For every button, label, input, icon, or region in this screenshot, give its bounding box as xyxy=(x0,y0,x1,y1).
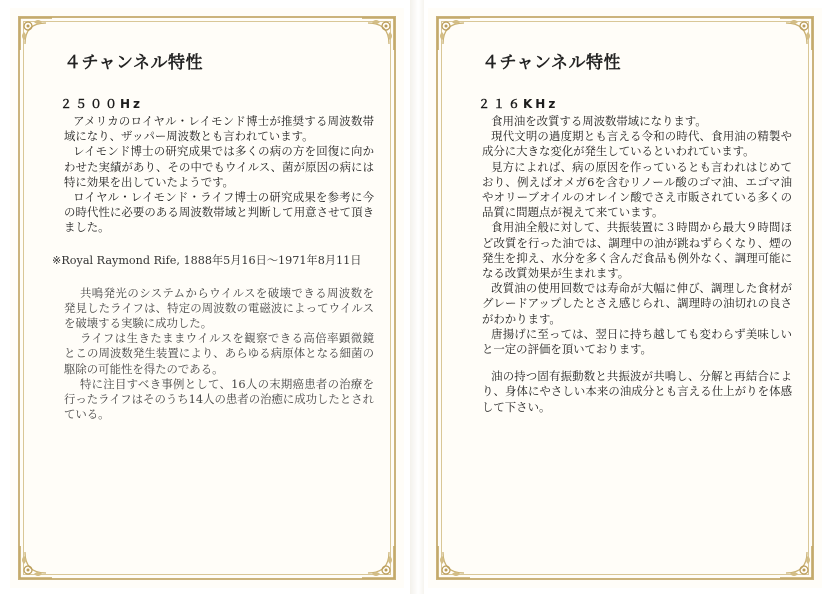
closing-text xyxy=(482,369,792,415)
right-page xyxy=(428,8,822,588)
ornamental-corner-icon xyxy=(776,542,816,582)
paragraph: ロイヤル・レイモンド・ライフ博士の研究成果を参考に今の時代性に必要のある周波数帯域と判断して用意させて頂きました。 xyxy=(64,190,374,235)
footnote: ※Royal Raymond Rife, 1888年5月16日～1971年8月11日 xyxy=(52,253,362,267)
page-gutter xyxy=(410,0,424,594)
left-content xyxy=(52,44,378,548)
paragraph: 食用油全般に対して、共振装置に３時間から最大９時間ほど改質を行った油では、調理中の油が跳ねずらくなり、煙の発生を抑え、水分を多く含んだ食品も例外なく、調理可能になる改質効果が生まれます。 xyxy=(482,220,792,281)
intro-text xyxy=(64,114,374,236)
paragraph: 油の持つ固有振動数と共振波が共鳴し、分解と再結合により、身体にやさしい本来の油成分とも言える仕上がりを体感して下さい。 xyxy=(482,369,792,414)
paragraph: 改質油の使用回数では寿命が大幅に伸び、調理した食材がグレードアップしたとさえ感じられ、調理時の油切れの良さがわかります。 xyxy=(482,281,792,326)
ornamental-corner-icon xyxy=(434,542,474,582)
body-text xyxy=(482,114,792,357)
paragraph: 特に注目すべき事例として、16人の末期癌患者の治療を行ったライフはそのうち14人の患者の治癒に成功したとされている。 xyxy=(64,376,374,422)
paragraph: 見方によれば、病の原因を作っているとも言われはじめており、例えばオメガ6を含むリノール酸のゴマ油、エゴマ油やオリーブオイルのオレイン酸でさえ市販されている多くの品質に問題点が視えて来ています。 xyxy=(482,159,792,220)
paragraph: 共鳴発光のシステムからウイルスを破壊できる周波数を発見したライフは、特定の周波数の電磁波によってウイルスを破壊する実験に成功した。 xyxy=(64,285,374,331)
ornamental-corner-icon xyxy=(434,14,474,54)
page-title: ４チャンネル特性 xyxy=(482,53,621,73)
ornamental-corner-icon xyxy=(16,542,56,582)
page-title: ４チャンネル特性 xyxy=(64,53,203,73)
ornamental-corner-icon xyxy=(16,14,56,54)
paragraph: アメリカのロイヤル・レイモンド博士が推奨する周波数帯域になり、ザッパー周波数とも言われています。 xyxy=(64,114,374,144)
right-content xyxy=(470,44,796,548)
ornamental-corner-icon xyxy=(358,542,398,582)
left-page xyxy=(10,8,404,588)
frequency-heading: ２１６KHz xyxy=(478,97,559,111)
paragraph: 食用油を改質する周波数帯域になります。 xyxy=(491,114,707,128)
paragraph: レイモンド博士の研究成果では多くの病の方を回復に向かわせた実績があり、その中でもウイルス、菌が原因の病には特に効果を出していたようです。 xyxy=(64,144,374,189)
paragraph: ライフは生きたままウイルスを観察できる高倍率顕微鏡とこの周波数発生装置により、あらゆる病原体となる細菌の駆除の可能性を得たのである。 xyxy=(64,331,374,376)
paragraph: 唐揚げに至っては、翌日に持ち越しても変わらず美味しいと一定の評価を頂いております。 xyxy=(482,326,792,357)
history-text xyxy=(64,286,374,423)
paragraph: 現代文明の過度期とも言える令和の時代、食用油の精製や成分に大きな変化が発生しているといわれています。 xyxy=(482,129,792,159)
frequency-heading: ２５００Hz xyxy=(60,97,144,111)
